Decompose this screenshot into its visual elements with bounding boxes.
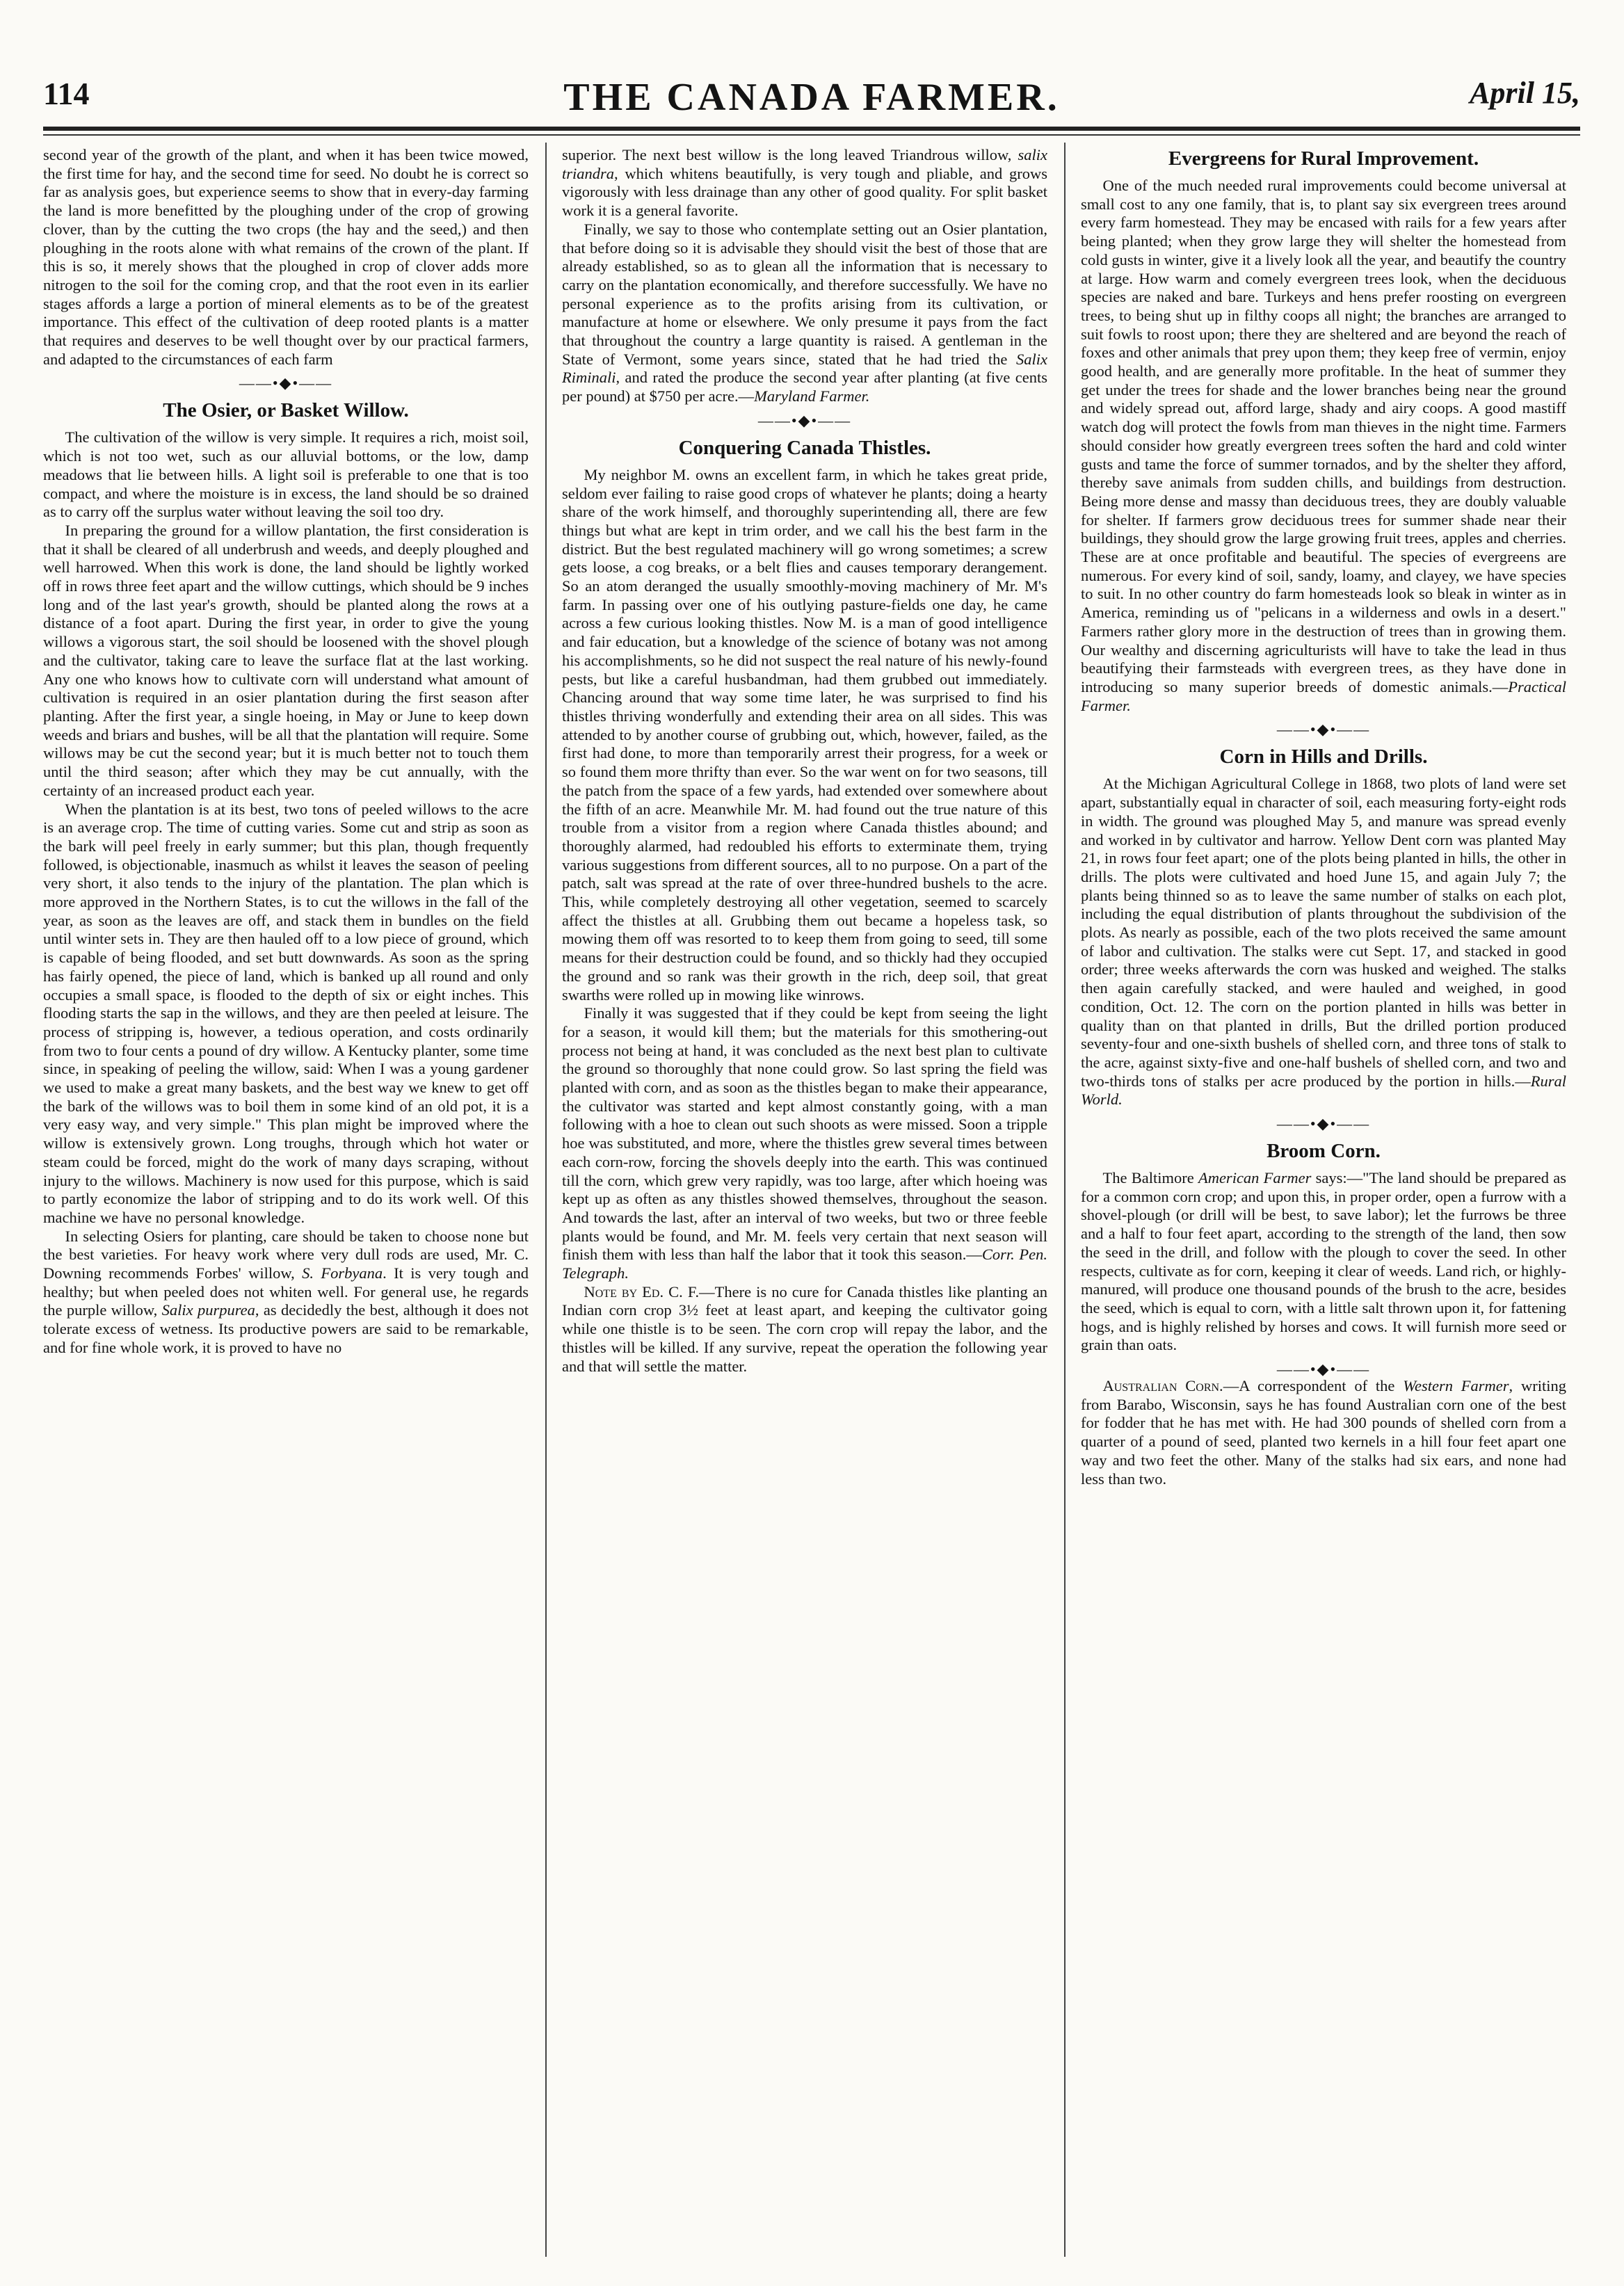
osier-paragraph-3: When the plantation is at its best, two tons of peeled willows to the acre is an average crop. The time of cutting varies. Some cut and strip as soon as the bark will peel freely in early summer; but this plan, though frequently followed, is objectionable, inasmuch as whilst it leaves the season of peeling very short, it also tends to the injury of the plantation. The plan which is more approved in the Northern States, is to cut the willows in the fall of the year, as soon as the leaves are off, and stack them in bundles on the field until winter sets in. They are then hauled off to a low piece of ground, which is capable of being flooded, and set butt downwards. As soon as the spring has fairly opened, the piece of land, which is banked up all round and only occupies a small space, is flooded to the depth of six or eight inches. This flooding starts the sap in the willows, and they are then peeled at leisure. The process of stripping is, however, a tedious operation, and costs ordinarily from two to four cents a pound of dry willow. A Kentucky planter, some time since, in speaking of peeling the willow, said: When I was a young gardener we used to make a great many baskets, and the best way we knew to get off the bark of the willows was to boil them in some kind of an old pot, it is a very easy way, and very simple." This plan might be improved where the willow is extensively grown. Long troughs, through which hot water or steam could be forced, might do the work of many days scraping, without injury to the willows. Machinery is now used for this purpose, which is said to partly economize the labor of stripping and to do its work well. Of this machine we have no personal knowledge.	[43, 800, 529, 1226]
column-middle	[562, 146, 1047, 2253]
australian-corn-paragraph: Australian Corn.—A correspondent of the Western Farmer, writing from Barabo, Wisconsin, says he has found Australian corn one of the best for fodder that he has met with. He had 300 pounds of shelled corn from a quarter of a pound of seed, planted two kernels in a hill four feet apart one way and two feet the other. Many of the stalks had six ears, and none had less than two.	[1081, 1377, 1566, 1488]
column-divider	[1064, 143, 1066, 2257]
page-number: 114	[43, 76, 90, 111]
header-rule-thin	[43, 134, 1580, 136]
section-ornament: ——•◆•——	[1276, 1115, 1371, 1133]
column-left	[43, 146, 529, 2253]
article-heading-evergreens: Evergreens for Rural Improvement.	[1168, 147, 1479, 170]
thistles-paragraph-1: My neighbor M. owns an excellent farm, in which he takes great pride, seldom ever failing to raise good crops of whatever he plants; doing a hearty share of the work himself, and thoroughly superintending all, there are few things but what are kept in trim order, and we call his the best farm in the district. But the best regulated machinery will go wrong sometimes; a screw gets loose, a cog breaks, or a belt flies and causes temporary derangement. So an atom deranged the usually smoothly-moving machinery of Mr. M's farm. In passing over one of his outlying pasture-fields one day, he came across a few curious looking thistles. Now M. is a man of good intelligence and fair education, but a knowledge of the science of botany was not among his accomplishments, so he did not suspect the real nature of his newly-found pests, but like a careful husbandman, had them grubbed out immediately. Chancing around that way some time later, he was surprised to find his thistles thriving wonderfully and extending their area on all sides. This was attended to by another course of grubbing out, which, however, failed, as the first had done, to more than temporarily arrest their progress, for a week or so found them more thrifty than ever. So the war went on for two seasons, till the patch from the space of a few yards, had extended over somewhere about the fifth of an acre. Meanwhile Mr. M. had found out the true nature of this trouble from a visitor from a region where Canada thistles abound; and thoroughly alarmed, had redoubled his efforts to exterminate them, trying various suggestions from different sources, all to no purpose. On a part of the patch, salt was spread at the rate of over three-hundred bushels to the acre. This, while completely destroying all other vegetation, seemed to scarcely affect the thistles at all. Grubbing them out became a hopeless task, so mowing them off was resorted to to keep them from going to seed, till some means for their destruction could be found, and so thickly had they occupied the ground and so rank was their growth in the rich, deep soil, that great swarths were rolled up in mowing like winrows.	[562, 465, 1047, 1004]
section-ornament: ——•◆•——	[757, 411, 852, 429]
section-ornament: ——•◆•——	[1276, 1360, 1371, 1378]
newspaper-title: THE CANADA FARMER.	[563, 76, 1060, 119]
thistles-paragraph-2: Finally it was suggested that if they could be kept from seeing the light for a season, it would kill them; but the materials for this smothering-out process not being at hand, it was concluded as the next best plan to cultivate the ground so thoroughly that none could grow. So last spring the field was planted with corn, and as soon as the thistles began to make their appearance, the cultivator was started and kept almost constantly going, with a man following with a hoe to clean out such shoots as were missed. Soon a tripple hoe was substituted, and more, where the thistles grew several times between each corn-row, forcing the shovels deeply into the earth. This was continued till the corn, which grew very rapidly, was too large, after which hoeing was kept up as often as any thistles showed themselves, throughout the season. And towards the last, after an interval of two weeks, but two or three feeble plants would be found, and Mr. M. feels very certain that next season will finish them with less than half the labor that it took this season.—Corr. Pen. Telegraph.	[562, 1004, 1047, 1282]
corn-paragraph: At the Michigan Agricultural College in 1868, two plots of land were set apart, substantially equal in character of soil, each measuring forty-eight rods in width. The ground was ploughed May 5, and manure was spread evenly and worked in by cultivator and harrow. Yellow Dent corn was planted May 21, in rows four feet apart; one of the plots being planted in hills, the other in drills. The plots were cultivated and hoed June 15, and again July 7; the plants being thinned so as to leave the same number of stalks on each plot, including the equal distribution of plants throughout the subdivision of the plots. As nearly as possible, each of the two plots received the same amount of labor and cultivation. The stalks were cut Sept. 17, and stacked in good order; three weeks afterwards the corn was husked and weighed. The stalks then again carefully stacked, and were hauled and weighed, in good condition, Oct. 12. The corn on the portion planted in hills was better in quality than on that planted in drills, But the drilled portion produced seventy-four and one-sixth bushels of shelled corn, and three tons of stalk to the acre, against sixty-five and one-half bushels of shelled corn, and two and two-thirds tons of stalks per acre produced by the portion in hills.—Rural World.	[1081, 775, 1566, 1109]
osier-paragraph-5: superior. The next best willow is the long leaved Triandrous willow, salix triandra, which whitens beautifully, is very tough and pliable, and grows vigorously with less drainage than any other of good quality. For split basket work it is a general favorite.	[562, 146, 1047, 220]
issue-date: April 15,	[1470, 76, 1580, 110]
osier-paragraph-2: In preparing the ground for a willow plantation, the first consideration is that it shall be cleared of all underbrush and weeds, and deeply ploughed and well harrowed. When this work is done, the land should be lightly worked off in rows three feet apart and the willow cuttings, which should be 9 inches long and of the last year's growth, should be planted along the rows at a distance of a foot apart. During the first year, in order to give the young willows a vigorous start, the soil should be loosened with the shovel plough and the cultivator, taking care to leave the surface flat at the last working. Any one who knows how to cultivate corn will understand what amount of cultivation is required in an osier plantation during the first season after planting. After the first year, a single hoeing, in May or June to keep down weeds and briars and bushes, will be all that the plantation will require. Some willows may be cut the second year; but it is much better not to touch them until the third season; after which they may be cut annually, with the certainty of an increased product each year.	[43, 521, 529, 799]
editor-note: Note by Ed. C. F.—There is no cure for Canada thistles like planting an Indian corn crop 3½ feet at least apart, and keeping the cultivator going while one thistle is to be seen. The corn crop will repay the labor, and the thistles will be killed. If any survive, repeat the operation the following year and that will settle the matter.	[562, 1282, 1047, 1375]
article-heading-broom: Broom Corn.	[1267, 1140, 1381, 1163]
masthead	[43, 75, 1580, 129]
article-continuation-paragraph: second year of the growth of the plant, and when it has been twice mowed, the first time for hay, and the second time for seed. No doubt he is correct so far as analysis goes, but experience seems to show that in every-day farming the land is more benefitted by the ploughing under of the crop of growing clover, than by the cutting the two crops (the hay and the seed,) and then ploughing in the roots alone with what remains of the crown of the plant. If this is so, it merely shows that the ploughed in crop of clover adds more nitrogen to the soil for the coming crop, and that the root even in its earlier stages affords a large a portion of mineral elements as to be of the greatest importance. This effect of the cultivation of deep rooted plants is a matter that requires and deserves to be well thought over by our practical farmers, and adapted to the circumstances of each farm	[43, 146, 529, 368]
evergreens-paragraph: One of the much needed rural improvements could become universal at small cost to any one family, that is, to plant say six evergreen trees around every farm homestead. They may be encased with rails for a few years after being planted; when they grow large they will shelter the homestead from cold gusts in winter, give it a lively look all the year, and beautify the country at large. How warm and comely evergreen trees look, when the deciduous species are naked and bare. Turkeys and hens prefer roosting on evergreen trees, to being shut up in filthy coops all night; the branches are arranged to suit fowls to roost upon; there they are sheltered and are beyond the reach of foxes and other animals that prey upon them; they keep free of vermin, enjoy good health, and are generally more profitable. In the heat of summer they get under the trees for shade and the lower branches being near the ground and widely spread out, afford large, shady and airy coops. A good mastiff watch dog will protect the fowls from man thieves in the night time. Farmers should consider how greatly evergreen trees soften the hard and cold winter gusts and tame the force of summer tornados, and by the shelter they afford, thereby save animals from sudden chills, and buildings from destruction. Being more dense and massy than deciduous trees, they are doubly valuable for shelter. If farmers grow deciduous trees for summer shade near their buildings, they should grow the large growing fruit trees, apples and cherries. These are at once profitable and beautiful. The species of evergreens are numerous. For every kind of soil, sandy, loamy, and clayey, we have species to suit. In no other country do farm homesteads look so bleak in winter as in America, reminding us of "pelicans in a wilderness and owls in a desert." Farmers rather glory more in the destruction of trees than in growing them. Our wealthy and discerning agriculturists will have to take the lead in thus beautifying their farmsteads with evergreen trees, as they have done in introducing so many superior breeds of domestic animals.—Practical Farmer.	[1081, 177, 1566, 714]
osier-paragraph-4: In selecting Osiers for planting, care should be taken to choose none but the best varieties. For heavy work where very dull rods are used, Mr. C. Downing recommends Forbes' willow, S. Forbyana. It is very tough and healthy; but when peeled does not whiten well. For general use, he regards the purple willow, Salix purpurea, as decidedly the best, although it does not tolerate excess of wetness. Its productive powers are said to be remarkable, and for fine whole work, it is proved to have no	[43, 1227, 529, 1356]
header-rule-thick	[43, 127, 1580, 131]
article-heading-corn: Corn in Hills and Drills.	[1219, 746, 1428, 768]
article-heading-thistles: Conquering Canada Thistles.	[678, 436, 931, 459]
section-ornament: ——•◆•——	[1276, 721, 1371, 739]
column-right	[1081, 146, 1566, 2253]
article-heading-osier: The Osier, or Basket Willow.	[163, 399, 409, 422]
osier-paragraph-6: Finally, we say to those who contemplate setting out an Osier plantation, that before doing so it is advisable they should visit the best of those that are already established, so as to glean all the information that is necessary to carry on the plantation economically, and therefore successfully. We have no personal experience as to the profits arising from its cultivation, or manufacture at home or elsewhere. We only presume it pays from the fact that throughout the country a large quantity is raised. A gentleman in the State of Vermont, some years since, stated that he had tried the Salix Riminali, and rated the produce the second year after planting (at five cents per pound) at $750 per acre.—Maryland Farmer.	[562, 220, 1047, 405]
section-ornament: ——•◆•——	[239, 374, 333, 392]
osier-paragraph-1: The cultivation of the willow is very simple. It requires a rich, moist soil, which is not too wet, such as our alluvial bottoms, or the low, damp meadows that lie between hills. A light soil is preferable to one that is too compact, and where the moisture is in excess, the land should be so drained as to carry off the surplus water without leaving the soil too dry.	[43, 428, 529, 521]
broom-paragraph: The Baltimore American Farmer says:—"The land should be prepared as for a common corn crop; and upon this, in proper order, open a furrow with a shovel-plough (or drill will be best, to save labor); let the furrows be three and a half to four feet apart, according to the strength of the land, then sow the seed in the drill, and follow with the plough to cover the seed. In other respects, cultivate as for corn, keeping it clear of weeds. Land rich, or highly-manured, will produce one thousand pounds of the brush to the acre, besides the seed, which is equal to corn, with a little salt thrown upon it, for fattening hogs, and is highly relished by horses and cows. It will furnish more seed or grain than oats.	[1081, 1169, 1566, 1354]
column-divider	[545, 143, 547, 2257]
